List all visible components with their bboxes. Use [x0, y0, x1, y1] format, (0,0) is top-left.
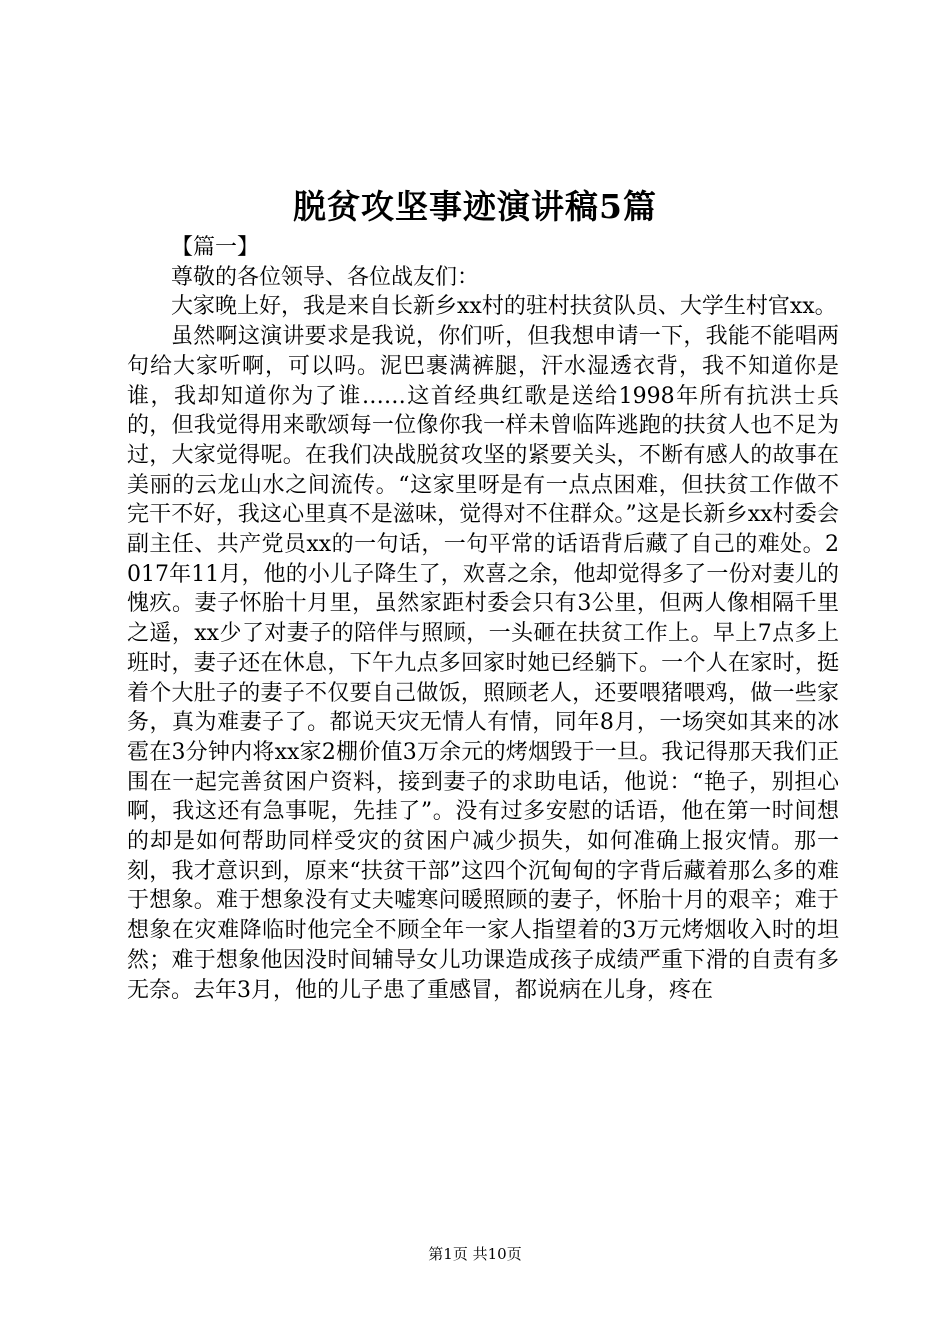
salutation-paragraph: 尊敬的各位领导、各位战友们： [171, 264, 480, 290]
section-heading: 【篇一】 [171, 235, 260, 260]
page-footer: 第1页 共10页 [428, 1245, 522, 1263]
body-paragraph: 虽然啊这演讲要求是我说，你们听，但我想申请一下，我能不能唱两句给大家听啊，可以吗。泥巴裹满裤腿，汗水湿透衣背，我不知道你是谁，我却知道你为了谁……这首经典红歌是送给1998年所有抗洪士兵的，但我觉得用来歌颂每一位像你我一样未曾临阵逃跑的扶贫人也不足为过，大家觉得呢。在我们决战脱贫攻坚的紧要关头，不断有感人的故事在美丽的云龙山水之间流传。“这家里呀是有一点点困难，但扶贫工作做不完干不好，我这心里真不是滋味，觉得对不住群众。”这是长新乡xx村委会副主任、共产党员xx的一句话，一句平常的话语背后藏了自己的难处。2017年11月，他的小儿子降生了，欢喜之余，他却觉得多了一份对妻儿的愧疚。妻子怀胎十月里，虽然家距村委会只有3公里，但两人像相隔千里之遥，xx少了对妻子的陪伴与照顾，一头砸在扶贫工作上。早上7点多上班时，妻子还在休息，下午九点多回家时她已经躺下。一个人在家时，挺着个大肚子的妻子不仅要自己做饭，照顾老人，还要喂猪喂鸡，做一些家务，真为难妻子了。都说天灾无情人有情，同年8月，一场突如其来的冰雹在3分钟内将xx家2棚价值3万余元的烤烟毁于一旦。我记得那天我们正围在一起完善贫困户资料，接到妻子的求助电话，他说：“艳子，别担心啊，我这还有急事呢，先挂了”。没有过多安慰的话语，他在第一时间想的却是如何帮助同样受灾的贫困户减少损失，如何准确上报灾情。那一刻，我才意识到，原来“扶贫干部”这四个沉甸甸的字背后藏着那么多的难于想象。难于想象没有丈夫嘘寒问暖照顾的妻子，怀胎十月的艰辛；难于想象在灾难降临时他完全不顾全年一家人指望着的3万元烤烟收入时的坦然；难于想象他因没时间辅导女儿功课造成孩子成绩严重下滑的自责有多无奈。去年3月，他的儿子患了重感冒，都说病在儿身，疼在 [127, 324, 839, 1003]
document-title: 脱贫攻坚事迹演讲稿5篇 [293, 187, 657, 226]
document-body [127, 233, 839, 1005]
greeting-paragraph: 大家晚上好，我是来自长新乡xx村的驻村扶贫队员、大学生村官xx。 [171, 294, 837, 320]
